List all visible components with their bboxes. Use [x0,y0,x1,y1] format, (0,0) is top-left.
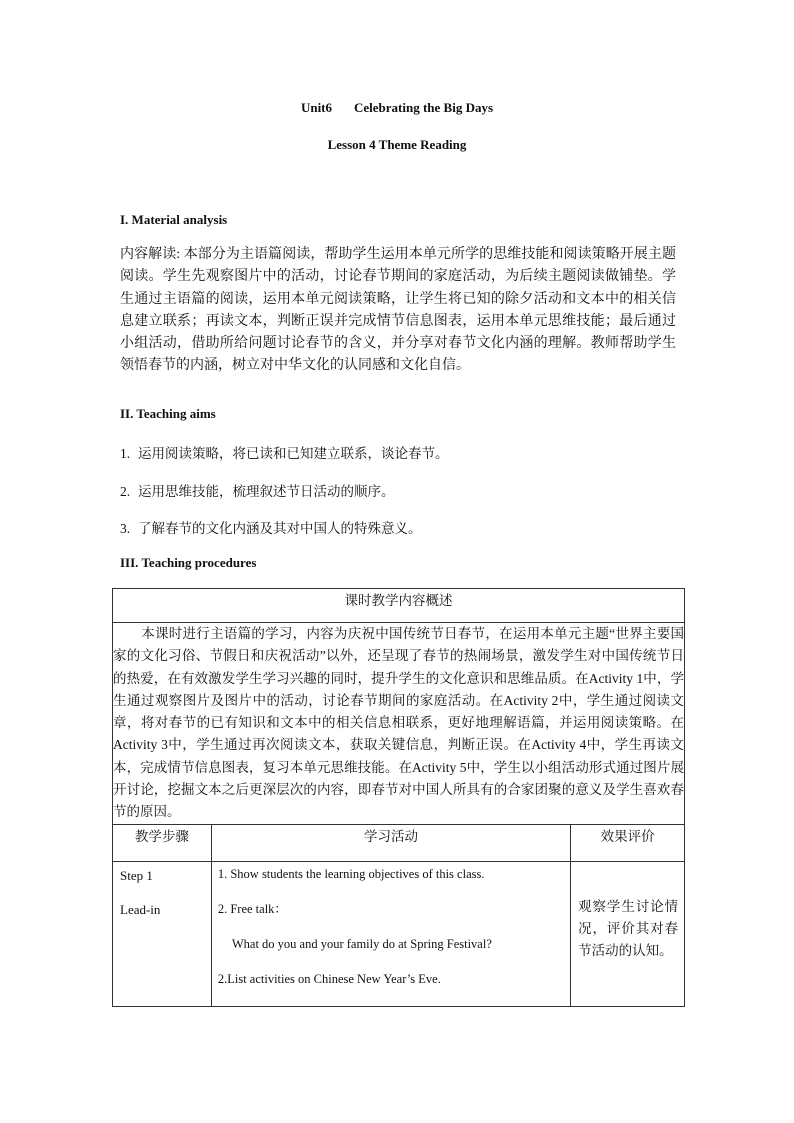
teaching-aim-item [120,480,395,500]
section-heading-teaching-aims: II. Teaching aims [120,406,216,421]
unit-title [0,100,794,116]
table-row [113,861,685,1006]
aim-number: 1. [120,446,131,461]
activity-item: 2. Free talk： [217,901,287,916]
unit-number: Unit6 [300,100,333,115]
material-analysis-text: 内容解读: 本部分为主语篇阅读，帮助学生运用本单元所学的思维技能和阅读策略开展主题阅读。学生先观察图片中的活动，讨论春节期间的家庭活动，为后续主题阅读做铺垫。学生通过主语篇的阅读，运用本单元阅读策略，让学生将已知的除夕活动和文本中的相关信息建立联系；再读文本，判断正误并完成情节信息图表，运用本单元思维技能；最后通过小组活动，借助所给问题讨论春节的含义，并分享对春节文化内涵的理解。教师帮助学生领悟春节的内涵，树立对中华文化的认同感和文化自信。 [120,247,676,374]
column-header-activities: 学习活动 [211,824,570,861]
table-header-row [113,824,685,861]
teaching-aim-item [120,442,449,462]
section-heading-material-analysis: I. Material analysis [120,212,228,227]
teaching-aim-item [120,517,422,537]
overview-cell [113,623,685,825]
aim-number: 3. [120,521,131,536]
aim-text: 运用阅读策略，将已读和已知建立联系，谈论春节。 [138,446,449,461]
procedures-table [112,588,685,1007]
step-cell [113,861,212,1006]
section-heading-teaching-procedures: III. Teaching procedures [120,555,257,570]
unit-name: Celebrating the Big Days [354,100,494,115]
column-header-steps: 教学步骤 [113,824,212,861]
lesson-title: Lesson 4 Theme Reading [327,137,467,152]
overview-text: 本课时进行主语篇的学习，内容为庆祝中国传统节日春节，在运用本单元主题“世界主要国家的文化习俗、节假日和庆祝活动”以外，还呈现了春节的热闹场景，激发学生对中国传统节日的热爱，在有效激发学生学习兴趣的同时，提升学生的文化意识和思维品质。在Activity 1中，学生通过观察图片及图片中的活动，讨论春节期间的家庭活动。在Activity 2中，学生通过阅读文章，将对春节的已有知识和文本中的相关信息相联系，更好地理解语篇，并运用阅读策略。在Activity 3中，学生通过再次阅读文本，获取关键信息，判断正误。在Activity 4中，学生再读文本，完成情节信息图表，复习本单元思维技能。在Activity 5中，学生以小组活动形式通过图片展开讨论，挖掘文本之后更深层次的内容，即春节对中国人所具有的合家团聚的意义及学生喜欢春节的原因。 [113,626,684,820]
step-name: Lead-in [120,901,161,917]
aim-text: 了解春节的文化内涵及其对中国人的特殊意义。 [138,521,422,536]
step-number: Step 1 [120,867,153,883]
aim-text: 运用思维技能，梳理叙述节日活动的顺序。 [138,484,395,499]
aim-number: 2. [120,484,131,499]
evaluation-cell: 观察学生讨论情况，评价其对春节活动的认知。 [571,861,685,1006]
activities-cell [211,861,570,1006]
activity-item: 2.List activities on Chinese New Year’s Eve. [217,971,441,986]
activity-item: What do you and your family do at Spring Festival? [231,936,492,951]
column-header-evaluation: 效果评价 [571,824,685,861]
activity-item: 1. Show students the learning objectives of this class. [217,866,485,881]
overview-title: 课时教学内容概述 [113,589,685,623]
